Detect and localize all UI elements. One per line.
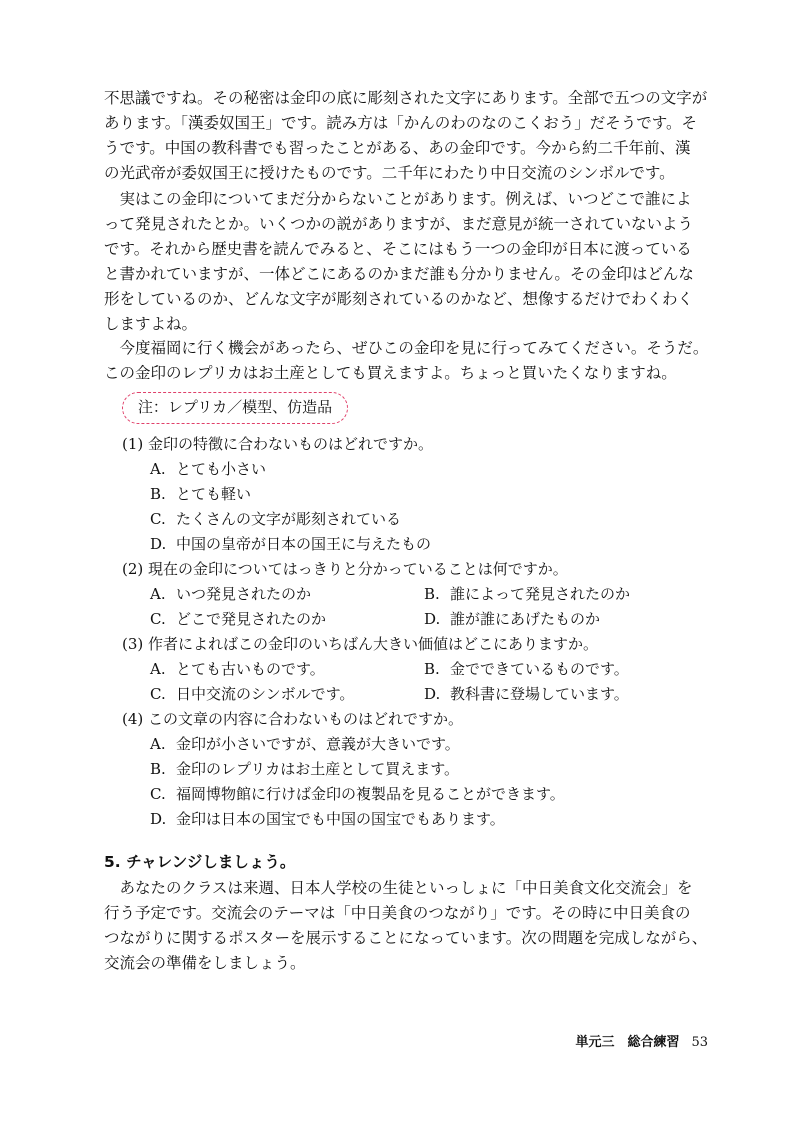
passage-line: うです。中国の教科書でも習ったことがある、あの金印です。今から約二千年前、漢 xyxy=(104,139,691,157)
option-label: C. xyxy=(150,785,166,803)
question-2-option-b xyxy=(424,584,630,604)
question-4-option-c xyxy=(150,784,565,804)
option-label: D. xyxy=(150,535,167,553)
option-text: 日中交流のシンボルです。 xyxy=(176,685,355,703)
option-text: とても小さい xyxy=(176,460,267,478)
vocabulary-note: 注：レプリカ／模型、仿造品 xyxy=(122,392,348,424)
passage-line: 不思議ですね。その秘密は金印の底に彫刻された文字にあります。全部で五つの文字が xyxy=(104,89,708,107)
option-text: とても軽い xyxy=(176,485,252,503)
option-text: 福岡博物館に行けば金印の複製品を見ることができます。 xyxy=(176,785,565,803)
question-4-option-b xyxy=(150,759,459,779)
option-label: C. xyxy=(150,685,166,703)
option-text: たくさんの文字が彫刻されている xyxy=(176,510,402,528)
page-footer xyxy=(575,1034,708,1052)
passage-line: 実はこの金印についてまだ分からないことがあります。例えば、いつどこで誰によ xyxy=(119,190,692,208)
passage-paragraph-3 xyxy=(104,336,708,386)
passage-line: この金印のレプリカはお土産としても買えますよ。ちょっと買いたくなりますね。 xyxy=(104,364,677,382)
option-text: 金印が小さいですが、意義が大きいです。 xyxy=(176,735,460,753)
question-4-option-a xyxy=(150,734,460,754)
instruction-line: つながりに関するポスターを展示することになっています。次の問題を完成しながら、 xyxy=(104,929,708,947)
passage-line: 今度福岡に行く機会があったら、ぜひこの金印を見に行ってみてください。そうだ。 xyxy=(119,339,709,357)
option-label: A. xyxy=(150,735,166,753)
passage-paragraph-1 xyxy=(104,86,708,186)
option-label: C. xyxy=(150,610,166,628)
option-text: 金印のレプリカはお土産として買えます。 xyxy=(176,760,460,778)
option-label: A. xyxy=(150,460,166,478)
option-label: B. xyxy=(150,485,166,503)
section-5-instructions xyxy=(104,876,708,976)
passage-line: です。それから歴史書を読んでみると、そこにはもう一つの金印が日本に渡っている xyxy=(104,240,692,258)
page-number: 53 xyxy=(691,1035,708,1050)
option-label: B. xyxy=(424,660,440,678)
section-5-title: 5. チャレンジしましょう。 xyxy=(104,853,296,871)
option-label: A. xyxy=(150,660,166,678)
option-text: いつ発見されたのか xyxy=(176,585,312,603)
passage-line: と書かれていますが、一体どこにあるのかまだ誰も分かりません。その金印はどんな xyxy=(104,265,694,283)
option-label: B. xyxy=(150,760,166,778)
instruction-line: 行う予定です。交流会のテーマは「中日美食のつながり」です。その時に中日美食の xyxy=(104,904,691,922)
option-label: D. xyxy=(424,685,441,703)
passage-line: って発見されたとか。いくつかの説がありますが、まだ意見が統一されていないよう xyxy=(104,215,694,233)
passage-line: しますよね。 xyxy=(104,315,198,333)
option-text: 中国の皇帝が日本の国王に与えたもの xyxy=(176,535,432,553)
option-text: とても古いものです。 xyxy=(176,660,325,678)
question-3-option-c xyxy=(150,684,354,704)
option-text: 教科書に登場しています。 xyxy=(450,685,629,703)
option-label: D. xyxy=(150,810,167,828)
passage-line: の光武帝が委奴国王に授けたものです。二千年にわたり中日交流のシンボルです。 xyxy=(104,164,675,182)
option-text: 金でできているものです。 xyxy=(450,660,629,678)
passage-line: 形をしているのか、どんな文字が彫刻されているのかなど、想像するだけでわくわく xyxy=(104,290,694,308)
question-3-stem: (3) 作者によればこの金印のいちばん大きい価値はどこにありますか。 xyxy=(122,635,599,653)
option-text: どこで発見されたのか xyxy=(176,610,327,628)
question-1-option-d xyxy=(150,534,431,554)
passage-line: あります。「漢委奴国王」です。読み方は「かんのわのなのこくおう」だそうです。そ xyxy=(104,114,698,132)
question-3-option-a xyxy=(150,659,325,679)
question-4-stem: (4) この文章の内容に合わないものはどれですか。 xyxy=(122,710,464,728)
unit-title: 単元三 総合練習 xyxy=(575,1035,680,1050)
question-1-option-a xyxy=(150,459,266,479)
question-1-option-c xyxy=(150,509,401,529)
question-2-stem: (2) 現在の金印についてはっきりと分かっていることは何ですか。 xyxy=(122,560,568,578)
option-label: A. xyxy=(150,585,166,603)
option-text: 金印は日本の国宝でも中国の国宝でもあります。 xyxy=(176,810,505,828)
instruction-line: あなたのクラスは来週、日本人学校の生徒といっしょに「中日美食文化交流会」を xyxy=(119,879,693,897)
option-label: D. xyxy=(424,610,441,628)
question-2-option-d xyxy=(424,609,600,629)
question-3-option-b xyxy=(424,659,629,679)
question-3-option-d xyxy=(424,684,629,704)
question-2-option-a xyxy=(150,584,311,604)
option-label: C. xyxy=(150,510,166,528)
question-2-option-c xyxy=(150,609,326,629)
passage-paragraph-2 xyxy=(104,187,708,337)
question-1-stem: (1) 金印の特徴に合わないものはどれですか。 xyxy=(122,435,434,453)
instruction-line: 交流会の準備をしましょう。 xyxy=(104,954,306,972)
question-1-option-b xyxy=(150,484,251,504)
option-label: B. xyxy=(424,585,440,603)
option-text: 誰が誰にあげたものか xyxy=(450,610,601,628)
question-4-option-d xyxy=(150,809,505,829)
option-text: 誰によって発見されたのか xyxy=(450,585,631,603)
